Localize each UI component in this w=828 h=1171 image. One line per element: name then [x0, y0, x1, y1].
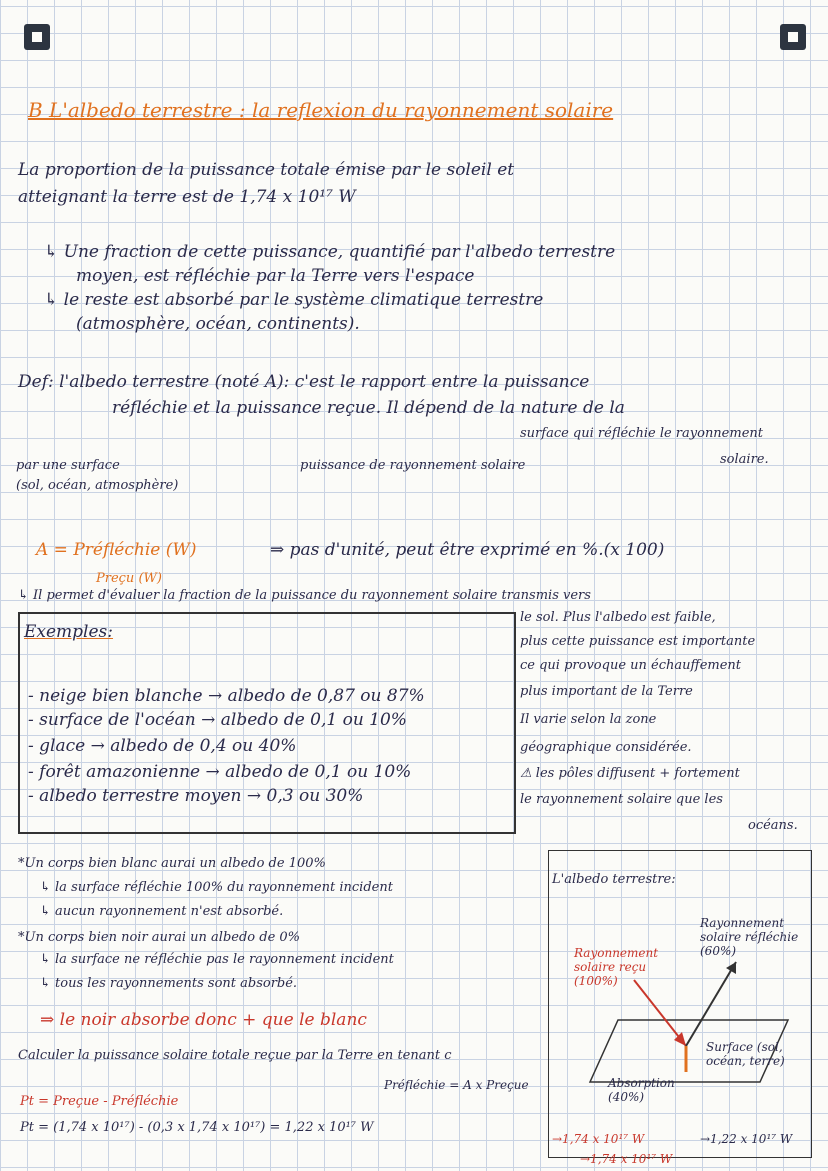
right-text-line: plus cette puissance est importante	[520, 634, 756, 649]
reflected-ray-line	[686, 962, 736, 1046]
diagram-surface: Surface (sol, océan, terre)	[706, 1040, 785, 1068]
right-text-line: océans.	[748, 818, 798, 833]
body-note: ↳ la surface réfléchie 100% du rayonnement incident	[40, 880, 393, 895]
definition-note-mid: puissance de rayonnement solaire	[300, 458, 526, 473]
definition-note-left-2: (sol, océan, atmosphère)	[16, 478, 179, 493]
right-text-line: plus important de la Terre	[520, 684, 693, 699]
allows-line: ↳ Il permet d'évaluer la fraction de la puissance du rayonnement solaire transmis vers	[18, 588, 591, 603]
corner-mark-left	[24, 24, 50, 50]
body-conclusion: ⇒ le noir absorbe donc + que le blanc	[40, 1010, 367, 1030]
right-text-line: géographique considérée.	[520, 740, 692, 755]
diagram-title: L'albedo terrestre:	[552, 872, 676, 887]
diagram-bottom-3: →1,74 x 10¹⁷ W	[580, 1152, 673, 1166]
diagram-absorption: Absorption (40%)	[608, 1076, 675, 1104]
calc-line-2b: Préfléchie = A x Preçue	[384, 1078, 529, 1092]
bullet-line-2: moyen, est réfléchie par la Terre vers l'espace	[76, 266, 475, 286]
formula-numerator: A = Préfléchie (W)	[36, 540, 197, 560]
right-text-line: le rayonnement solaire que les	[520, 792, 723, 807]
example-item: - glace → albedo de 0,4 ou 40%	[28, 736, 297, 756]
body-note: *Un corps bien blanc aurai un albedo de 100%	[18, 856, 326, 871]
intro-line-2: atteignant la terre est de 1,74 x 10¹⁷ W	[18, 187, 356, 207]
diagram-incoming: Rayonnement solaire reçu (100%)	[574, 946, 659, 988]
page-title: B L'albedo terrestre : la reflexion du rayonnement solaire	[28, 98, 614, 122]
formula-comment: ⇒ pas d'unité, peut être exprimé en %.(x 100)	[270, 540, 665, 560]
corner-mark-right	[780, 24, 806, 50]
example-item: - forêt amazonienne → albedo de 0,1 ou 10%	[28, 762, 412, 782]
diagram-bottom-2: →1,22 x 10¹⁷ W	[700, 1132, 793, 1146]
example-item: - albedo terrestre moyen → 0,3 ou 30%	[28, 786, 364, 806]
calc-line-1: Calculer la puissance solaire totale reçue par la Terre en tenant c	[18, 1048, 452, 1063]
bullet-line-3: ↳ le reste est absorbé par le système climatique terrestre	[44, 290, 544, 310]
body-note: *Un corps bien noir aurai un albedo de 0%	[18, 930, 301, 945]
calc-line-3: Pt = (1,74 x 10¹⁷) - (0,3 x 1,74 x 10¹⁷) = 1,22 x 10¹⁷ W	[20, 1120, 374, 1135]
body-note: ↳ tous les rayonnements sont absorbé.	[40, 976, 298, 991]
right-text-line: ⚠ les pôles diffusent + fortement	[520, 766, 740, 781]
calc-line-2: Pt = Preçue - Préfléchie	[20, 1094, 179, 1109]
bullet-line-1: ↳ Une fraction de cette puissance, quantifié par l'albedo terrestre	[44, 242, 616, 262]
example-item: - surface de l'océan → albedo de 0,1 ou 10%	[28, 710, 407, 730]
formula-denominator: Preçu (W)	[96, 571, 162, 586]
bullet-line-4: (atmosphère, océan, continents).	[76, 314, 360, 334]
example-item: - neige bien blanche → albedo de 0,87 ou 87%	[28, 686, 425, 706]
definition-note-left-1: par une surface	[16, 458, 120, 473]
right-text-line: Il varie selon la zone	[520, 712, 657, 727]
right-text-line: ce qui provoque un échauffement	[520, 658, 742, 673]
diagram-bottom-1: →1,74 x 10¹⁷ W	[552, 1132, 645, 1146]
definition-line-1: Def: l'albedo terrestre (noté A): c'est le rapport entre la puissance	[18, 372, 590, 392]
examples-heading: Exemples:	[24, 622, 114, 642]
intro-line-1: La proportion de la puissance totale émise par le soleil et	[18, 160, 515, 180]
definition-line-3: surface qui réfléchie le rayonnement	[520, 426, 763, 441]
definition-line-2: réfléchie et la puissance reçue. Il dépend de la nature de la	[112, 398, 625, 418]
body-note: ↳ la surface ne réfléchie pas le rayonnement incident	[40, 952, 394, 967]
albedo-diagram	[548, 850, 810, 1156]
right-text-line: le sol. Plus l'albedo est faible,	[520, 610, 716, 625]
diagram-reflected: Rayonnement solaire réfléchie (60%)	[700, 916, 799, 958]
body-note: ↳ aucun rayonnement n'est absorbé.	[40, 904, 284, 919]
definition-line-4: solaire.	[720, 452, 769, 467]
